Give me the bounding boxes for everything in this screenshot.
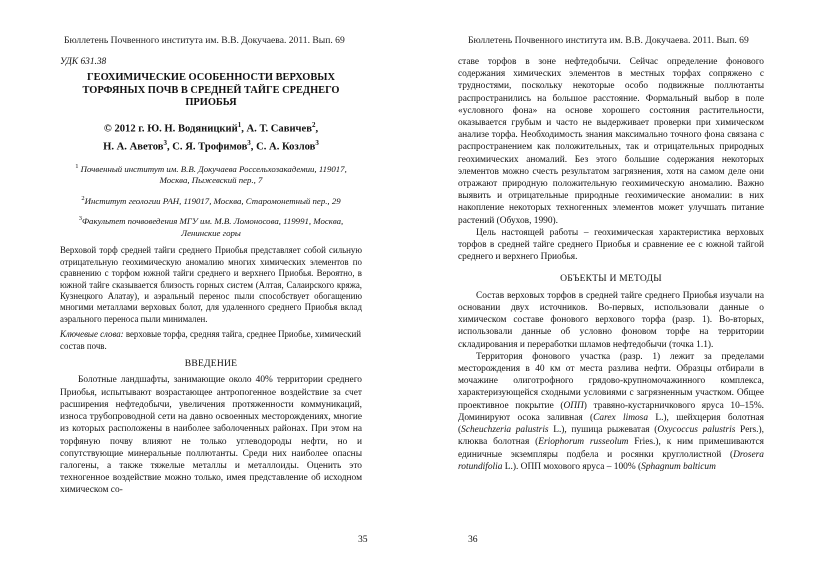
species-name: Oxycoccus palustris (657, 425, 736, 436)
text-run: Территория фонового участка (разр. 1) лежит за пределами месторождения в 40 км от места разлива нефти. Образцы отбирали в мочажине олиготрофного грядово-крупномочажинного комплекса, характеризующейся сходными условиями с загрязненным участком. Общее проективное покрытие ( (458, 351, 764, 411)
running-head: Бюллетень Почвенного института им. В.В. Докучаева. 2011. Вып. 69 (468, 35, 749, 46)
affiliation-3 (68, 213, 354, 239)
abstract: Верховой торф средней тайги среднего Приобья представляет собой сильную отрицательную геохимическую аномалию многих химических элементов по сравнению с торфом южной тайги среднего и верхнего Приобья. Вероятно, в южной тайге сказывается близость горных систем (Алтая, Салаирского кряжа, Кузнецкого Алатау), и аэральный перенос пыли способствует обогащению многими металлами верховых болот, для удаленного среднего Приобья вклад аэрального переноса пыли минимален. (60, 245, 362, 324)
affiliation-text: Почвенный институт им. В.В. Докучаева Россельхозакадемии, 119017, Москва, Пыжевский пер., 7 (78, 163, 347, 186)
udc-code: УДК 631.38 (60, 57, 107, 67)
page-number: 36 (468, 534, 478, 545)
left-column (60, 56, 362, 497)
section-heading-methods: ОБЪЕКТЫ И МЕТОДЫ (560, 273, 662, 285)
right-page (410, 0, 820, 580)
author-sup: 3 (163, 139, 167, 148)
author-name: © 2012 г. Ю. Н. Водяницкий (103, 123, 238, 135)
affiliation-text: Факультет почвоведения МГУ им. М.В. Ломоносова, 119991, Москва, Ленинские горы (81, 216, 344, 238)
article-title: ГЕОХИМИЧЕСКИЕ ОСОБЕННОСТИ ВЕРХОВЫХ ТОРФЯНЫХ ПОЧВ В СРЕДНЕЙ ТАЙГЕ СРЕДНЕГО ПРИОБЬЯ (82, 72, 340, 109)
authors (60, 118, 362, 155)
author-sup: 1 (237, 120, 242, 129)
species-name: Eriophorum russeolum (538, 437, 629, 448)
keywords (60, 329, 362, 352)
author-name: , С. Я. Трофимов (166, 141, 248, 153)
text-run: L.), пушица рыжеватая ( (548, 425, 658, 436)
text-run: L.). ОПП мохового яруса – 100% ( (502, 461, 642, 472)
affiliation-text: Институт геологии РАН, 119017, Москва, Старомонетный пер., 29 (84, 195, 341, 206)
species-name: Drosera rotundifolia (458, 449, 764, 472)
affiliation-num: 2 (81, 194, 85, 202)
affiliation-num: 1 (75, 162, 79, 170)
keywords-text: верховые торфа, средняя тайга, среднее Приобье, химический состав почв. (60, 329, 361, 351)
text-run: ) травяно-кустарничкового яруса 10–15%. Доминируют осока заливная ( (458, 400, 764, 423)
site-paragraph (458, 351, 764, 473)
affiliation-1 (68, 161, 354, 187)
species-name: Sphagnum balticum (641, 461, 716, 472)
section-heading-intro: ВВЕДЕНИЕ (184, 358, 238, 370)
author-sep: , (315, 123, 319, 135)
page-number: 35 (358, 534, 368, 545)
author-sup: 3 (247, 139, 251, 148)
text-run: Pers.), клюква болотная ( (458, 425, 764, 448)
text-run: L.), шейхцерия болотная ( (458, 412, 764, 436)
author-name: , С. А. Козлов (250, 141, 316, 153)
keywords-label: Ключевые слова: (60, 329, 124, 340)
aim-paragraph: Цель настоящей работы – геохимическая характеристика верховых торфов в средней тайге среднего Приобья и сравнение ее с южной тайгой среднего и верхнего Приобья. (458, 227, 764, 263)
abbrev: ОПП (563, 400, 584, 411)
intro-paragraph: Болотные ландшафты, занимающие около 40% территории среднего Приобья, испытывают возрастающее антропогенное воздействие за счет расширения нефтедобычи, увеличения протяженности коммуникаций, износа трубопроводной сети на давно освоенных месторождениях, многие из которых расположены в наиболее заболоченных районах. При этом на торфяную почву влияют не только углеводороды нефти, но и сопутствующие минеральные поллютанты. Среди них наиболее опасны галогены, а также тяжелые металлы и металлоиды. Оценить это техногенное воздействие можно только, имея представление об исходном химическом со- (60, 375, 362, 496)
text-run: Fries.), к ним примешиваются единичные экземпляры подбела и росянки круглолистной ( (458, 437, 764, 460)
species-name: Carex limosa (593, 412, 649, 423)
affiliation-2 (68, 193, 354, 208)
author-name: Н. А. Аветов (103, 141, 164, 153)
continued-paragraph: ставе торфов в зоне нефтедобычи. Сейчас определение фонового содержания химических элементов в местных торфах сопряжено с трудностями, поскольку некоторые особо подвижные поллютанты распространились на большое расстояние. Формальный выбор в поле «условного фона» на основе хорошего состояния растительности, оказывается грубым и часто не выдерживает проверки при химическом анализе торфа. Необходимость знания максимально точного фона связана с распространением как положительных, так и отрицательных природных геохимических аномалий. Без этого большие содержания некоторых элементов можно счесть результатом загрязнения, хотя на самом деле они отражают природную положительную геохимическую аномалию. Важно выявить и отрицательные природные геохимические аномалии: в них накопление некоторых техногенных элементов может улучшать питание растений (Обухов, 1990). (458, 57, 764, 226)
right-column (458, 56, 764, 473)
author-name: , А. Т. Савичев (241, 123, 312, 135)
species-name: Scheuchzeria palustris (461, 425, 549, 436)
running-head: Бюллетень Почвенного института им. В.В. Докучаева. 2011. Вып. 69 (64, 35, 345, 46)
author-sup: 3 (315, 139, 319, 148)
methods-paragraph: Состав верховых торфов в средней тайге среднего Приобья изучали на основании двух источников. Во-первых, использовали данные о химическом составе фонового верхового торфа (разр. 1). Во-вторых, использовали данные об условно фоновом торфе на территории складирования и переработки шламов нефтедобычи (точка 1.1). (458, 290, 764, 350)
affiliation-num: 3 (78, 215, 82, 223)
author-sup: 2 (311, 120, 316, 129)
